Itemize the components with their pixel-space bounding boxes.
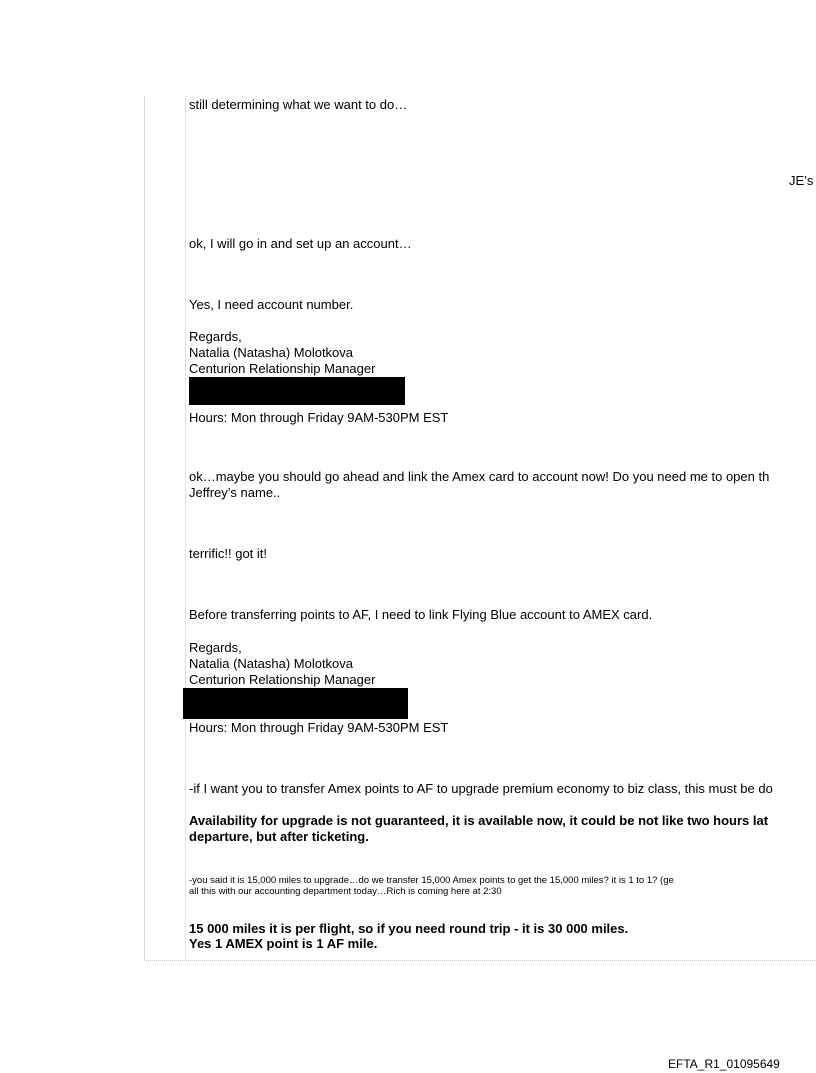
message-link-amex-line2: Jeffrey’s name.. bbox=[189, 485, 281, 500]
je-fragment: JE’s bbox=[789, 173, 814, 188]
message-miles-answer-line1: 15 000 miles it is per flight, so if you need round trip - it is 30 000 miles. bbox=[189, 921, 629, 936]
signature-regards: Regards, bbox=[189, 640, 242, 655]
redaction-box bbox=[189, 377, 405, 405]
message-availability-line1: Availability for upgrade is not guaranteed, it is available now, it could be not like two hours lat bbox=[189, 813, 769, 828]
message-availability-line2: departure, but after ticketing. bbox=[189, 829, 369, 844]
signature-title: Centurion Relationship Manager bbox=[189, 672, 376, 687]
signature-hours: Hours: Mon through Friday 9AM-530PM EST bbox=[189, 410, 449, 425]
redaction-box bbox=[183, 688, 408, 719]
message-still-determining: still determining what we want to do… bbox=[189, 97, 408, 112]
signature-regards: Regards, bbox=[189, 329, 242, 344]
signature-name: Natalia (Natasha) Molotkova bbox=[189, 656, 354, 671]
message-miles-answer-line2: Yes 1 AMEX point is 1 AF mile. bbox=[189, 936, 378, 951]
document-id: EFTA_R1_01095649 bbox=[668, 1057, 780, 1071]
message-miles-question-line1: -you said it is 15,000 miles to upgrade…do we transfer 15,000 Amex points to get the 15,000 miles? it is 1 to 1? (ge bbox=[189, 875, 674, 886]
message-setup-account: ok, I will go in and set up an account… bbox=[189, 236, 412, 251]
signature-name: Natalia (Natasha) Molotkova bbox=[189, 345, 354, 360]
message-link-amex-line1: ok…maybe you should go ahead and link the Amex card to account now! Do you need me to open th bbox=[189, 469, 770, 484]
message-transfer-points: -if I want you to transfer Amex points to AF to upgrade premium economy to biz class, this must be do bbox=[189, 781, 773, 796]
message-link-flying-blue: Before transferring points to AF, I need to link Flying Blue account to AMEX card. bbox=[189, 607, 653, 622]
message-need-account-number: Yes, I need account number. bbox=[189, 297, 354, 312]
quote-rule bbox=[185, 96, 186, 960]
message-miles-question-line2: all this with our accounting department today…Rich is coming here at 2:30 bbox=[189, 886, 502, 897]
signature-title: Centurion Relationship Manager bbox=[189, 361, 376, 376]
signature-hours: Hours: Mon through Friday 9AM-530PM EST bbox=[189, 720, 449, 735]
message-terrific: terrific!! got it! bbox=[189, 546, 268, 561]
